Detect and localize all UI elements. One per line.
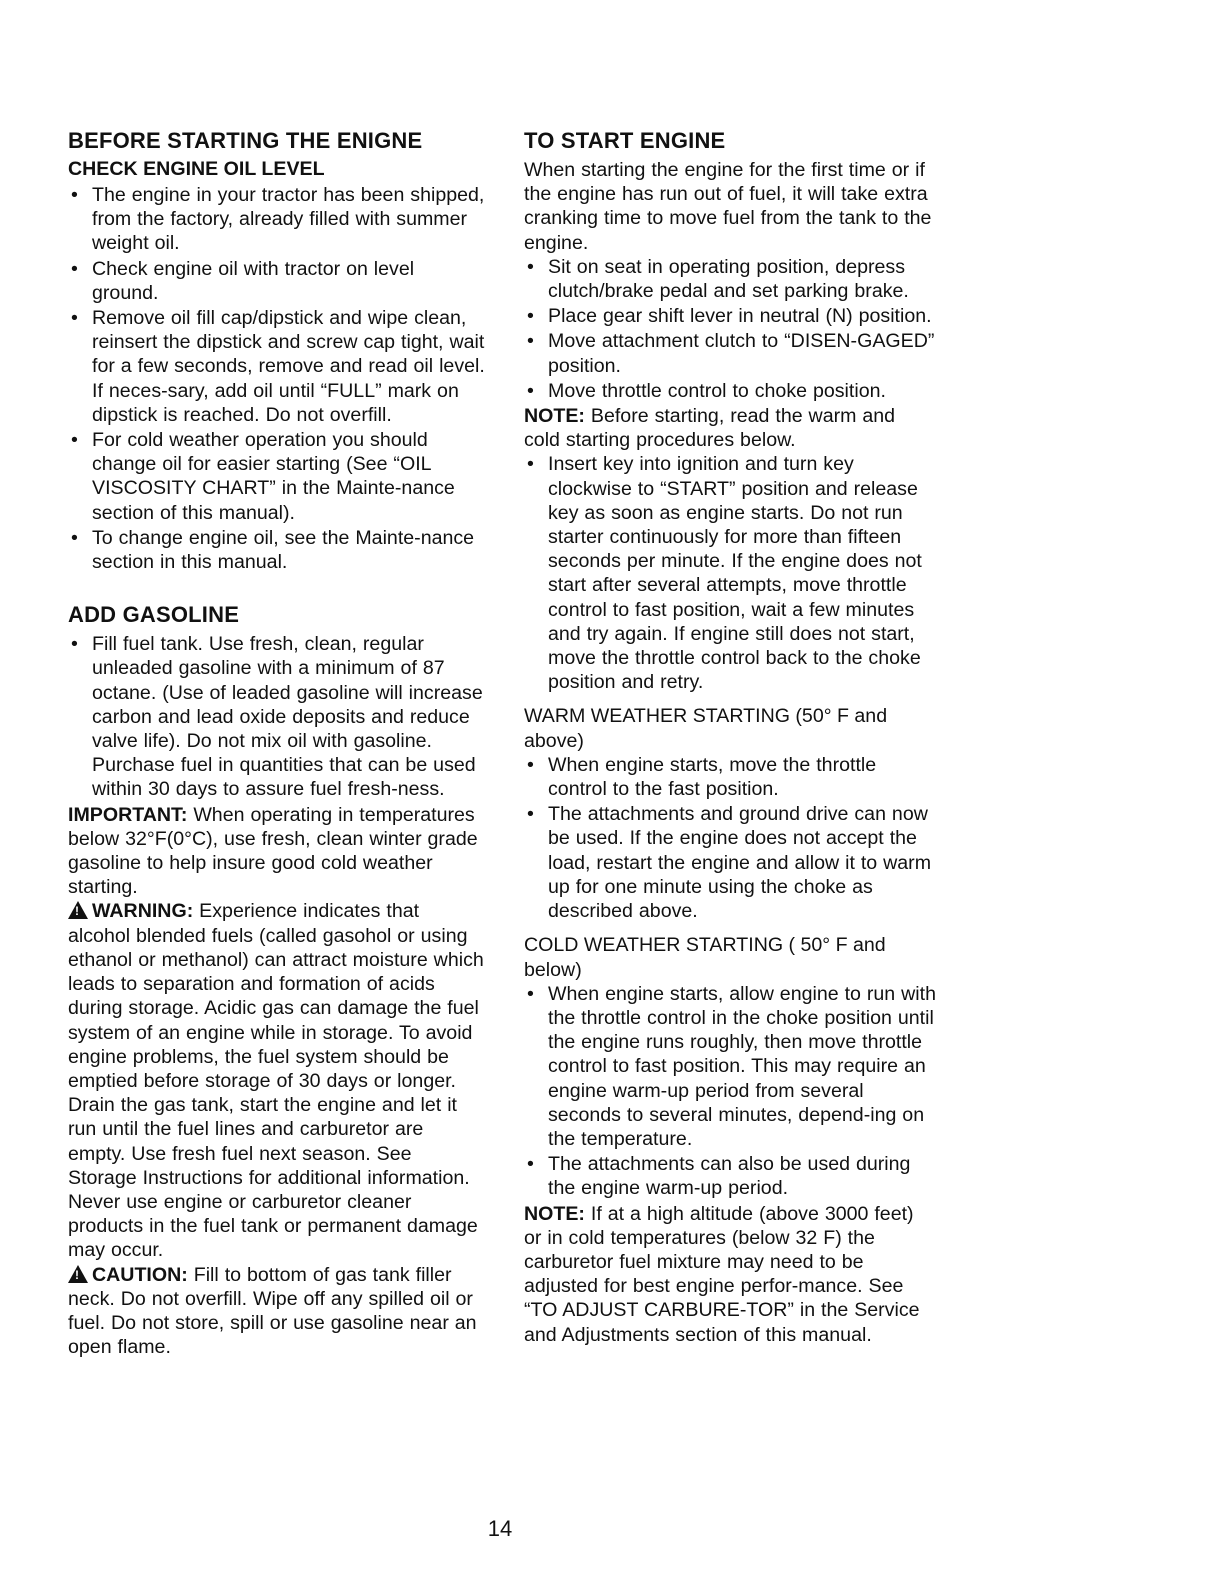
bullet-icon: • — [527, 753, 534, 776]
bullet-icon: • — [71, 184, 78, 206]
list-item: • For cold weather operation you should change oil for easier starting (See “OIL VISCOSITY CHART” in the Mainte-nance section of this manual). — [71, 429, 455, 524]
bullet-icon: • — [527, 982, 534, 1005]
list-item: • When engine starts, allow engine to run with the throttle control in the choke position until the engine runs roughly, then move throttle control to fast position. This may require an engine warm-up period from several seconds to several minutes, depend-ing on the temperature. — [527, 982, 936, 1150]
list-item: • The engine in your tractor has been shipped, from the factory, already filled with summer weight oil. — [71, 184, 485, 255]
list-item: • Sit on seat in operating position, depress clutch/brake pedal and set parking brake. — [527, 255, 909, 303]
list-item: • Fill fuel tank. Use fresh, clean, regular unleaded gasoline with a minimum of 87 octane. (Use of leaded gasoline will increase carbon and lead oxide deposits and reduce valve life). Do not mix oil with gasoline. Purchase fuel in quantities that can be used within 30 days to assure fuel fresh-ness. — [71, 633, 483, 801]
list-item: • Place gear shift lever in neutral (N) position. — [527, 305, 932, 328]
page-number: 14 — [487, 1516, 513, 1541]
bullet-icon: • — [527, 453, 534, 476]
list-item: • Check engine oil with tractor on level ground. — [71, 257, 415, 304]
section-heading-before-starting: BEFORE STARTING THE ENIGNE — [68, 128, 423, 153]
note-high-altitude: NOTE: If at a high altitude (above 3000 feet) or in cold temperatures (below 32 F) the carburetor fuel mixture may need to be adjusted for best engine perfor-mance. See “TO ADJUST CARBURE-TOR” in the Service and Adjustments section of this manual. — [524, 1202, 920, 1346]
note-before-starting: NOTE: Before starting, read the warm and cold starting procedures below. — [524, 405, 896, 452]
warning-note: !WARNING: Experience indicates that alcohol blended fuels (called gasohol or using ethanol or methanol) can attract moisture which leads to separation and formation of acids during storage. Acidic gas can damage the fuel system of an engine while in storage. To avoid engine problems, the fuel system should be emptied before storage of 30 days or longer. Drain the gas tank, start the engine and let it run until the fuel lines and carburetor are empty. Use fresh fuel next season. See Storage Instructions for additional information. Never use engine or carburetor cleaner products in the fuel tank or permanent damage may occur. — [68, 899, 486, 1262]
subheading-check-oil: CHECK ENGINE OIL LEVEL — [68, 158, 325, 180]
caution-note: !CAUTION: Fill to bottom of gas tank filler neck. Do not overfill. Wipe off any spilled oil or fuel. Do not store, spill or use gasoline near an open flame. — [68, 1263, 486, 1360]
list-item: • Move attachment clutch to “DISEN-GAGED” position. — [527, 330, 935, 377]
intro-paragraph: When starting the engine for the first time or if the engine has run out of fuel, it will take extra cranking time to move fuel from the tank to the engine. — [524, 159, 932, 254]
bullet-icon: • — [527, 1153, 534, 1176]
bullet-icon: • — [527, 255, 534, 278]
note-label: NOTE: — [524, 405, 585, 428]
warm-weather-heading: WARM WEATHER STARTING (50° F and above) — [524, 705, 888, 752]
right-column — [524, 128, 936, 1347]
cold-weather-heading: COLD WEATHER STARTING ( 50° F and below) — [524, 934, 886, 981]
section-heading-add-gasoline: ADD GASOLINE — [68, 602, 240, 628]
bullet-icon: • — [527, 330, 534, 353]
bullet-icon: • — [527, 379, 534, 402]
list-item: • Move throttle control to choke position. — [527, 379, 886, 402]
bullet-icon: • — [71, 257, 78, 280]
list-item: • Remove oil fill cap/dipstick and wipe clean, reinsert the dipstick and screw cap tight, wait for a few seconds, remove and read oil level. If neces-sary, add oil until “FULL” mark on dipstick is reached. Do not overfill. — [71, 307, 485, 426]
list-item: • The attachments and ground drive can now be used. If the engine does not accept the load, restart the engine and allow it to warm up for one minute using the choke as described above. — [527, 803, 932, 923]
bullet-icon: • — [71, 429, 78, 452]
list-item: • To change engine oil, see the Mainte-nance section in this manual. — [71, 526, 475, 574]
bullet-icon: • — [527, 305, 534, 328]
bullet-icon: • — [71, 633, 78, 656]
bullet-icon: • — [527, 803, 534, 826]
caution-triangle-icon — [68, 1265, 88, 1283]
bullet-icon: • — [71, 307, 78, 330]
important-label: IMPORTANT: — [68, 803, 188, 826]
list-item: • The attachments can also be used during the engine warm-up period. — [527, 1153, 911, 1200]
bullet-icon: • — [71, 526, 78, 549]
list-item: • Insert key into ignition and turn key clockwise to “START” position and release key as soon as engine starts. Do not run starter continuously for more than fifteen seconds per minute. If the engine does not start after several attempts, move throttle control to fast position, wait a few minutes and try again. If engine still does not start, move the throttle control back to the choke position and retry. — [527, 453, 922, 694]
note-label: NOTE: — [524, 1202, 585, 1225]
warning-triangle-icon — [68, 901, 88, 919]
left-column — [68, 128, 486, 1359]
important-note: IMPORTANT: When operating in temperatures below 32°F(0°C), use fresh, clean winter grade gasoline to help insure good cold weather starting. — [68, 803, 478, 899]
section-heading-to-start-engine: TO START ENGINE — [524, 128, 726, 153]
warning-label: WARNING: — [92, 900, 194, 923]
caution-label: CAUTION: — [92, 1263, 188, 1286]
list-item: • When engine starts, move the throttle control to the fast position. — [527, 753, 877, 801]
